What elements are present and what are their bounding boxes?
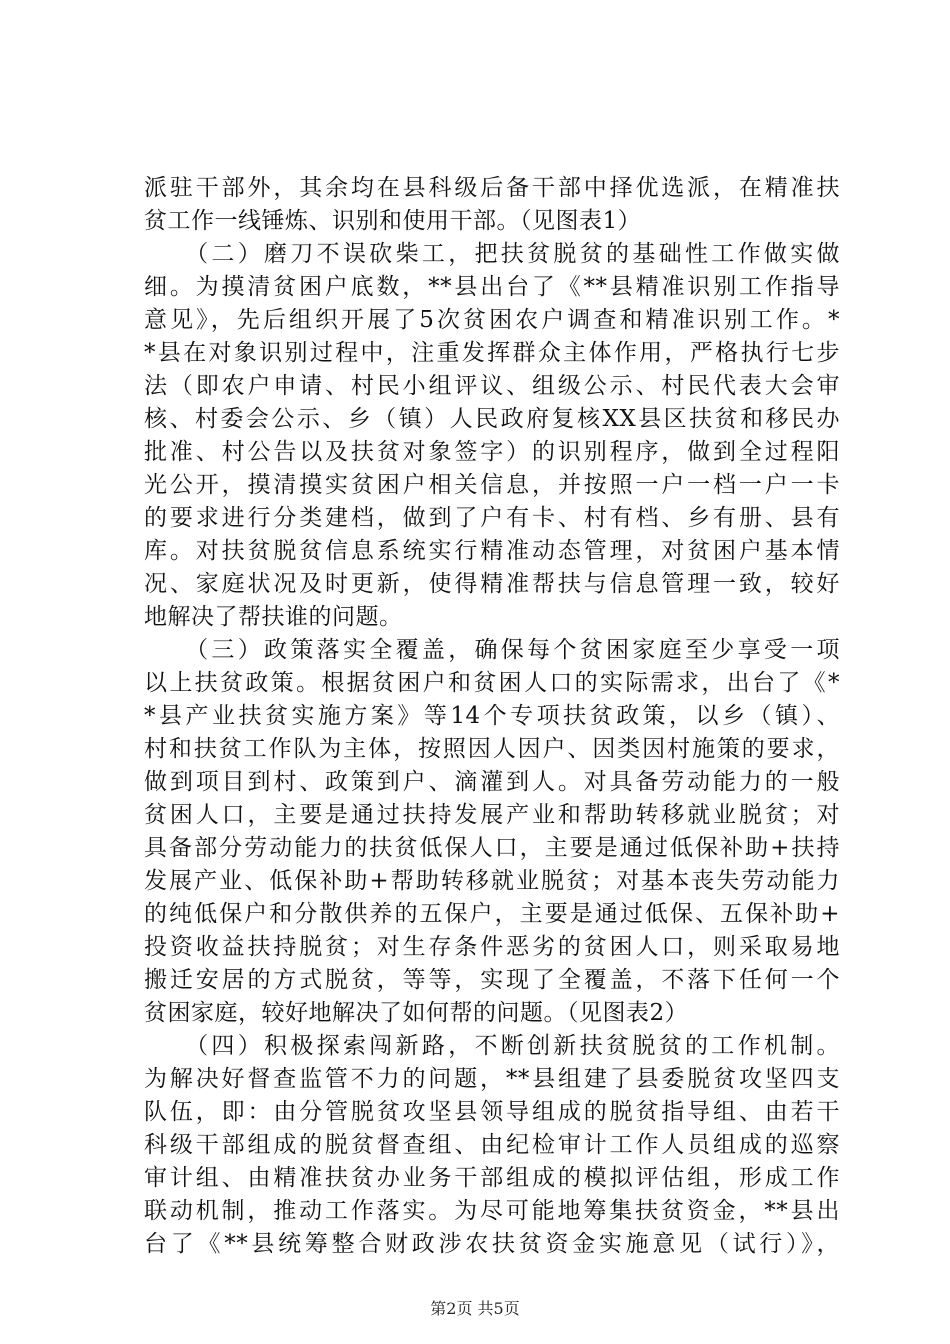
- text-line: 光公开，摸清摸实贫困户相关信息，并按照一户一档一户一卡: [144, 472, 840, 498]
- text-line: *县在对象识别过程中，注重发挥群众主体作用，严格执行七步: [144, 340, 840, 366]
- text-line: 做到项目到村、政策到户、滴灌到人。对具备劳动能力的一般: [144, 769, 840, 795]
- text-line: 村和扶贫工作队为主体，按照因人因户、因类因村施策的要求，: [144, 736, 840, 762]
- text-line: 为解决好督查监管不力的问题，**县组建了县委脱贫攻坚四支: [144, 1066, 840, 1092]
- text-line: 贫困人口，主要是通过扶持发展产业和帮助转移就业脱贫；对: [144, 802, 840, 828]
- text-line: 联动机制，推动工作落实。为尽可能地筹集扶贫资金，**县出: [144, 1198, 840, 1224]
- text-line: 具备部分劳动能力的扶贫低保人口，主要是通过低保补助+扶持: [144, 835, 840, 861]
- text-line: 况、家庭状况及时更新，使得精准帮扶与信息管理一致，较好: [144, 571, 840, 597]
- document-body: [144, 172, 840, 1261]
- text-line: 的要求进行分类建档，做到了户有卡、村有档、乡有册、县有: [144, 505, 840, 531]
- text-line: 队伍，即：由分管脱贫攻坚县领导组成的脱贫指导组、由若干: [144, 1099, 840, 1125]
- text-line: *县产业扶贫实施方案》等14个专项扶贫政策，以乡（镇）、: [144, 703, 840, 729]
- text-line: （二）磨刀不误砍柴工，把扶贫脱贫的基础性工作做实做: [144, 241, 840, 267]
- text-line: 派驻干部外，其余均在县科级后备干部中择优选派，在精准扶: [144, 175, 840, 201]
- text-line: 发展产业、低保补助+帮助转移就业脱贫；对基本丧失劳动能力: [144, 868, 840, 894]
- text-line: 以上扶贫政策。根据贫困户和贫困人口的实际需求，出台了《*: [144, 670, 840, 696]
- text-line: 台了《**县统筹整合财政涉农扶贫资金实施意见（试行）》，: [144, 1231, 840, 1257]
- text-line: 审计组、由精准扶贫办业务干部组成的模拟评估组，形成工作: [144, 1165, 840, 1191]
- text-line: 细。为摸清贫困户底数，**县出台了《**县精准识别工作指导: [144, 274, 840, 300]
- text-line: （三）政策落实全覆盖，确保每个贫困家庭至少享受一项: [144, 637, 840, 663]
- text-line: 贫工作一线锤炼、识别和使用干部。（见图表1）: [144, 208, 642, 234]
- text-line: （四）积极探索闯新路，不断创新扶贫脱贫的工作机制。: [144, 1033, 840, 1059]
- text-line: 意见》，先后组织开展了5次贫困农户调查和精准识别工作。*: [144, 307, 840, 333]
- text-line: 法（即农户申请、村民小组评议、组级公示、村民代表大会审: [144, 373, 840, 399]
- text-line: 核、村委会公示、乡（镇）人民政府复核XX县区扶贫和移民办: [144, 406, 840, 432]
- text-line: 的纯低保户和分散供养的五保户，主要是通过低保、五保补助+: [144, 901, 840, 927]
- text-line: 科级干部组成的脱贫督查组、由纪检审计工作人员组成的巡察: [144, 1132, 840, 1158]
- page-footer: 第2页 共5页: [430, 1299, 520, 1318]
- text-line: 搬迁安居的方式脱贫，等等，实现了全覆盖，不落下任何一个: [144, 967, 840, 993]
- text-line: 投资收益扶持脱贫；对生存条件恶劣的贫困人口，则采取易地: [144, 934, 840, 960]
- text-line: 贫困家庭，较好地解决了如何帮的问题。（见图表2）: [144, 1000, 689, 1026]
- text-line: 地解决了帮扶谁的问题。: [144, 604, 403, 630]
- text-line: 批准、村公告以及扶贫对象签字）的识别程序，做到全过程阳: [144, 439, 840, 465]
- text-line: 库。对扶贫脱贫信息系统实行精准动态管理，对贫困户基本情: [144, 538, 840, 564]
